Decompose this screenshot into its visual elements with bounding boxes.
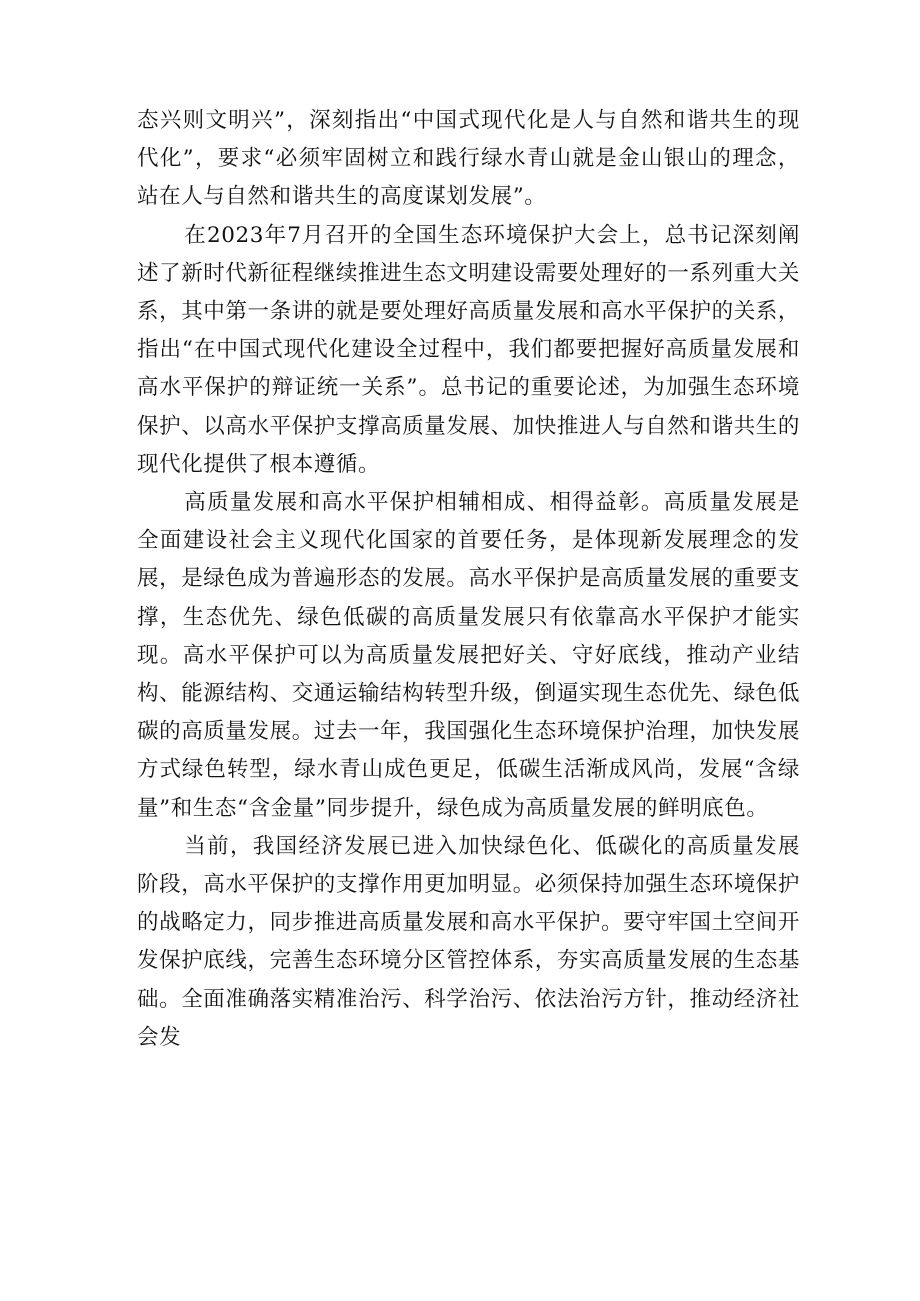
- paragraph-3: 高质量发展和高水平保护相辅相成、相得益彰。高质量发展是全面建设社会主义现代化国家的首要任务，是体现新发展理念的发展，是绿色成为普遍形态的发展。高水平保护是高质量发展的重要支撑，生态优先、绿色低碳的高质量发展只有依靠高水平保护才能实现。高水平保护可以为高质量发展把好关、守好底线，推动产业结构、能源结构、交通运输结构转型升级，倒逼实现生态优先、绿色低碳的高质量发展。过去一年，我国强化生态环境保护治理，加快发展方式绿色转型，绿水青山成色更足，低碳生活渐成风尚，发展“含绿量”和生态“含金量”同步提升，绿色成为高质量发展的鲜明底色。: [137, 490, 801, 821]
- paragraph-2: 在2023年7月召开的全国生态环境保护大会上，总书记深刻阐述了新时代新征程继续推进生态文明建设需要处理好的一系列重大关系，其中第一条讲的就是要处理好高质量发展和高水平保护的关系，指出“在中国式现代化建设全过程中，我们都要把握好高质量发展和高水平保护的辩证统一关系”。总书记的重要论述，为加强生态环境保护、以高水平保护支撑高质量发展、加快推进人与自然和谐共生的现代化提供了根本遵循。: [137, 222, 801, 477]
- paragraph-1: 态兴则文明兴”，深刻指出“中国式现代化是人与自然和谐共生的现代化”，要求“必须牢固树立和践行绿水青山就是金山银山的理念，站在人与自然和谐共生的高度谋划发展”。: [137, 108, 800, 210]
- paragraph-4: 当前，我国经济发展已进入加快绿色化、低碳化的高质量发展阶段，高水平保护的支撑作用更加明显。必须保持加强生态环境保护的战略定力，同步推进高质量发展和高水平保护。要守牢国土空间开发保护底线，完善生态环境分区管控体系，夯实高质量发展的生态基础。全面准确落实精准治污、科学治污、依法治污方针，推动经济社会发: [137, 833, 801, 1050]
